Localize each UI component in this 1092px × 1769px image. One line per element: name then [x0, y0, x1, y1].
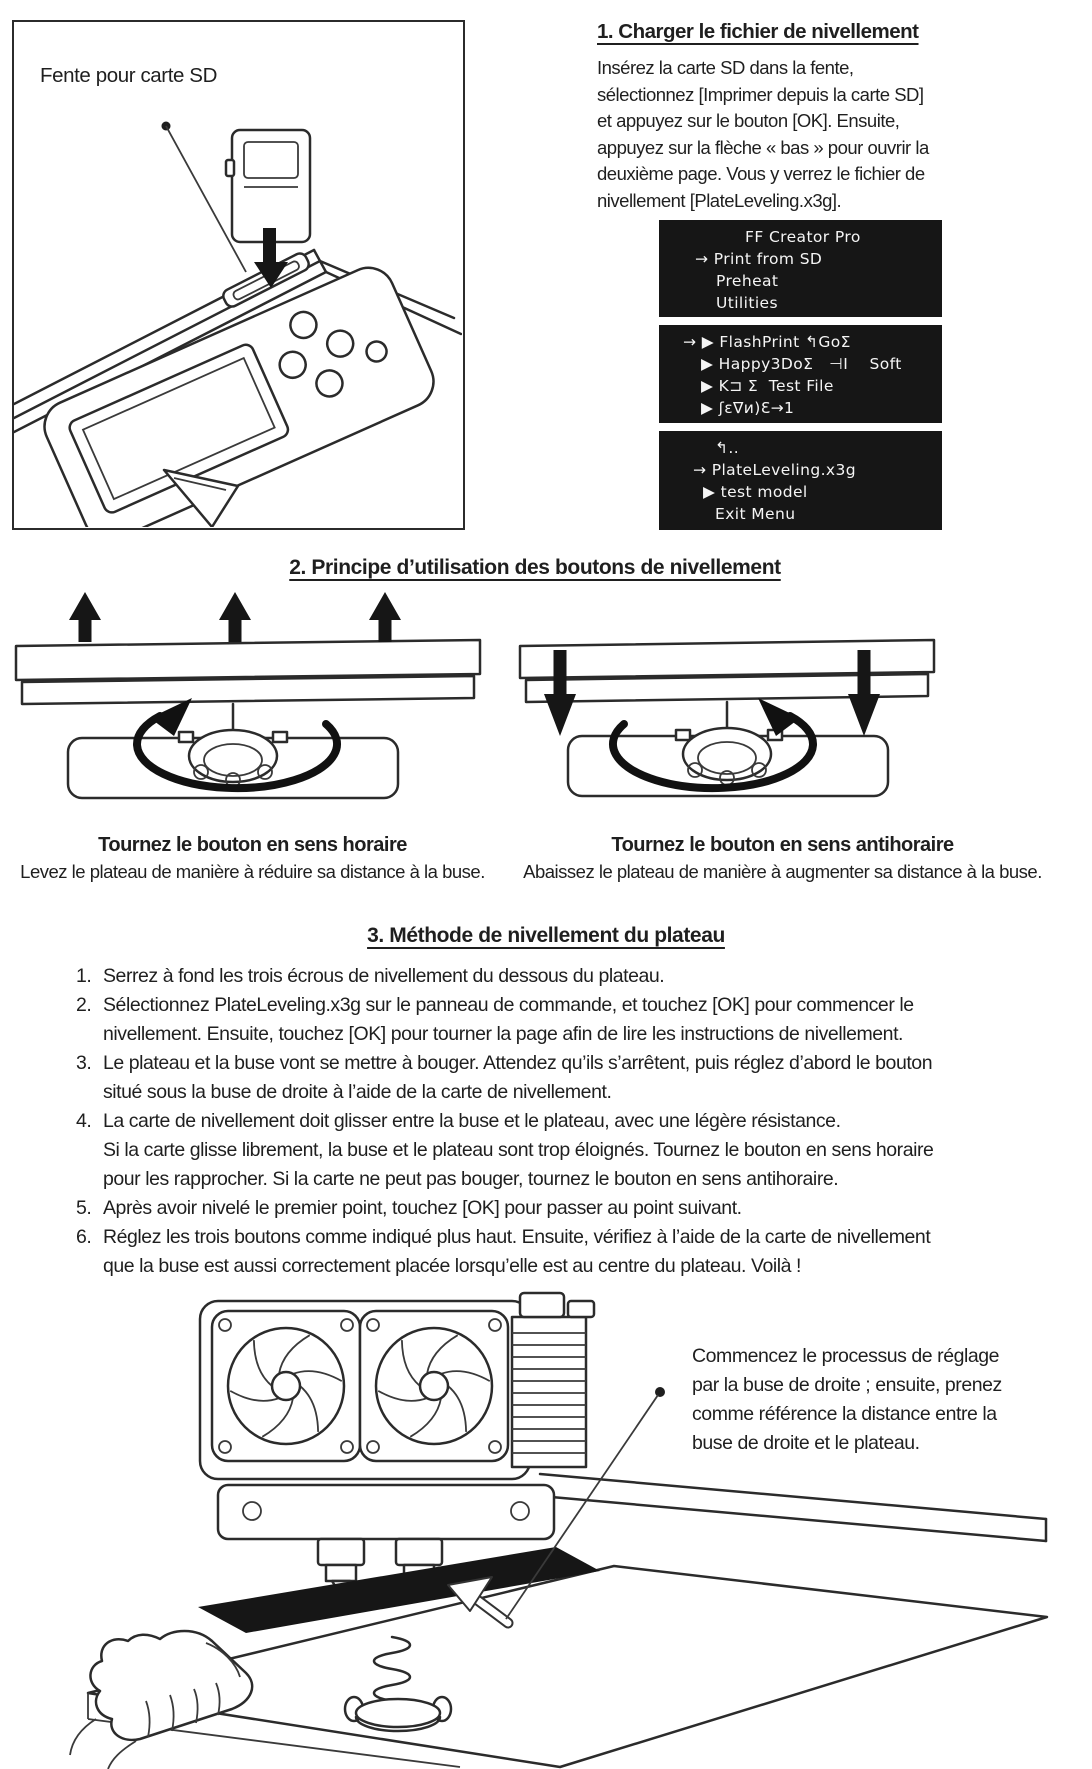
- list-text: La carte de nivellement doit glisser entre la buse et le plateau, avec une légère résistance.: [103, 1110, 841, 1132]
- list-text: nivellement. Ensuite, touchez [OK] pour tourner la page afin de lire les instructions de nivellement.: [103, 1023, 904, 1045]
- section1-body: [597, 55, 1077, 214]
- platform-plate: [520, 640, 934, 678]
- lower-platform-figure: [512, 590, 942, 830]
- list-line: [76, 962, 1071, 991]
- caption-counterclockwise-sub: Abaissez le plateau de manière à augmenter sa distance à la buse.: [523, 861, 1042, 882]
- list-number: 5.: [76, 1197, 92, 1219]
- lcd-line: ▶ Happy3DoΣ ⊣I Soft: [701, 355, 902, 373]
- list-line: [76, 1252, 1071, 1281]
- leveling-knob: [683, 728, 771, 785]
- list-line: [76, 1020, 1071, 1049]
- platform-plate: [16, 640, 480, 680]
- body-line: deuxième page. Vous y verrez le fichier de: [597, 163, 925, 184]
- caption-counterclockwise-title: Tournez le bouton en sens antihoraire: [611, 834, 954, 856]
- list-text: Sélectionnez PlateLeveling.x3g sur le panneau de commande, et touchez [OK] pour commencer le: [103, 994, 914, 1016]
- list-line: [76, 1165, 1071, 1194]
- lcd-line: ▶ ʃɛ∇ᴎ)Ɛ→1: [701, 399, 795, 417]
- list-number: [76, 1165, 103, 1194]
- list-line: [76, 1223, 1071, 1252]
- list-line: [76, 1194, 1071, 1223]
- body-line: Insérez la carte SD dans la fente,: [597, 57, 854, 78]
- annotation-line: Commencez le processus de réglage: [692, 1345, 1000, 1367]
- lcd-line: ▶ K⊐ Σ Test File: [701, 377, 834, 395]
- list-text: pour les rapprocher. Si la carte ne peut pas bouger, tournez le bouton en sens antihoraire.: [103, 1168, 839, 1190]
- list-text: Si la carte glisse librement, la buse et le plateau sont trop éloignés. Tournez le bouton en sens horaire: [103, 1139, 934, 1161]
- lcd-line: FF Creator Pro: [745, 228, 861, 246]
- list-number: [76, 1078, 103, 1107]
- list-line: [76, 1107, 1071, 1136]
- heatsink: [512, 1293, 594, 1467]
- list-line: [76, 1049, 1071, 1078]
- body-line: appuyez sur la flèche « bas » pour ouvrir la: [597, 136, 929, 158]
- sd-slot-label: Fente pour carte SD: [40, 64, 217, 87]
- section2-title: 2. Principe d’utilisation des boutons de nivellement: [289, 556, 781, 579]
- list-number: 3.: [76, 1052, 92, 1074]
- right-fan: [360, 1311, 508, 1461]
- list-text: situé sous la buse de droite à l’aide de la carte de nivellement.: [103, 1081, 612, 1103]
- list-text: Réglez les trois boutons comme indiqué plus haut. Ensuite, vérifiez à l’aide de la carte de nivellement: [103, 1226, 931, 1248]
- lcd-line: ▶ test model: [703, 483, 808, 501]
- list-text: Le plateau et la buse vont se mettre à bouger. Attendez qu’ils s’arrêtent, puis réglez d’abord le bouton: [103, 1052, 933, 1074]
- printer-illustration: [14, 22, 462, 527]
- list-text: Serrez à fond les trois écrous de nivellement du dessous du plateau.: [103, 965, 665, 987]
- bed-rail: [540, 1474, 1046, 1541]
- raise-platform-figure: [8, 590, 488, 830]
- hand: [70, 1631, 252, 1769]
- body-line: sélectionnez [Imprimer depuis la carte SD]: [597, 83, 924, 105]
- lcd-screen-file-list: [659, 325, 942, 423]
- lcd-line: Preheat: [716, 272, 779, 290]
- lcd-line: → ▶ FlashPrint ↰GoΣ: [683, 333, 851, 351]
- lcd-line: ↰..: [715, 439, 740, 457]
- leveling-steps-list: [76, 962, 1071, 1281]
- annotation-line: comme référence la distance entre la: [692, 1403, 997, 1425]
- annotation-dot: [655, 1387, 665, 1397]
- caption-clockwise: [0, 834, 505, 883]
- left-fan: [212, 1311, 360, 1461]
- list-text: que la buse est aussi correctement placée lorsqu’elle est au centre du plateau. Voilà !: [103, 1255, 801, 1277]
- section1-title: 1. Charger le fichier de nivellement: [597, 20, 919, 43]
- list-text: Après avoir nivelé le premier point, touchez [OK] pour passer au point suivant.: [103, 1197, 742, 1219]
- extruder-assembly: [200, 1293, 594, 1595]
- annotation-line: buse de droite et le plateau.: [692, 1432, 920, 1454]
- section3-title: 3. Méthode de nivellement du plateau: [367, 924, 725, 947]
- list-number: 2.: [76, 994, 92, 1016]
- lcd-line: Exit Menu: [715, 505, 796, 523]
- list-number: [76, 1252, 103, 1281]
- list-line: [76, 991, 1071, 1020]
- lcd-line: → PlateLeveling.x3g: [693, 461, 856, 479]
- list-number: 4.: [76, 1110, 92, 1132]
- list-line: [76, 1136, 1071, 1165]
- list-number: [76, 1136, 103, 1165]
- list-number: 1.: [76, 965, 92, 987]
- caption-counterclockwise: [490, 834, 1075, 883]
- list-number: [76, 1020, 103, 1049]
- list-number: 6.: [76, 1226, 92, 1248]
- leveling-knob: [189, 730, 277, 787]
- body-line: nivellement [PlateLeveling.x3g].: [597, 189, 842, 211]
- body-line: et appuyez sur le bouton [OK]. Ensuite,: [597, 110, 900, 131]
- list-line: [76, 1078, 1071, 1107]
- annotation-text: [692, 1342, 1077, 1458]
- lcd-line: → Print from SD: [695, 250, 823, 268]
- lcd-line: Utilities: [716, 294, 778, 312]
- caption-clockwise-sub: Levez le plateau de manière à réduire sa distance à la buse.: [20, 861, 485, 882]
- caption-clockwise-title: Tournez le bouton en sens horaire: [98, 834, 407, 856]
- lcd-screen-leveling-file: [659, 431, 942, 530]
- lcd-screen-main-menu: [659, 220, 942, 317]
- annotation-line: par la buse de droite ; ensuite, prenez: [692, 1374, 1002, 1396]
- up-arrow-icon: [69, 592, 401, 642]
- carriage-plate: [218, 1485, 554, 1539]
- sd-card: [226, 130, 310, 242]
- sd-slot-figure: [12, 20, 465, 530]
